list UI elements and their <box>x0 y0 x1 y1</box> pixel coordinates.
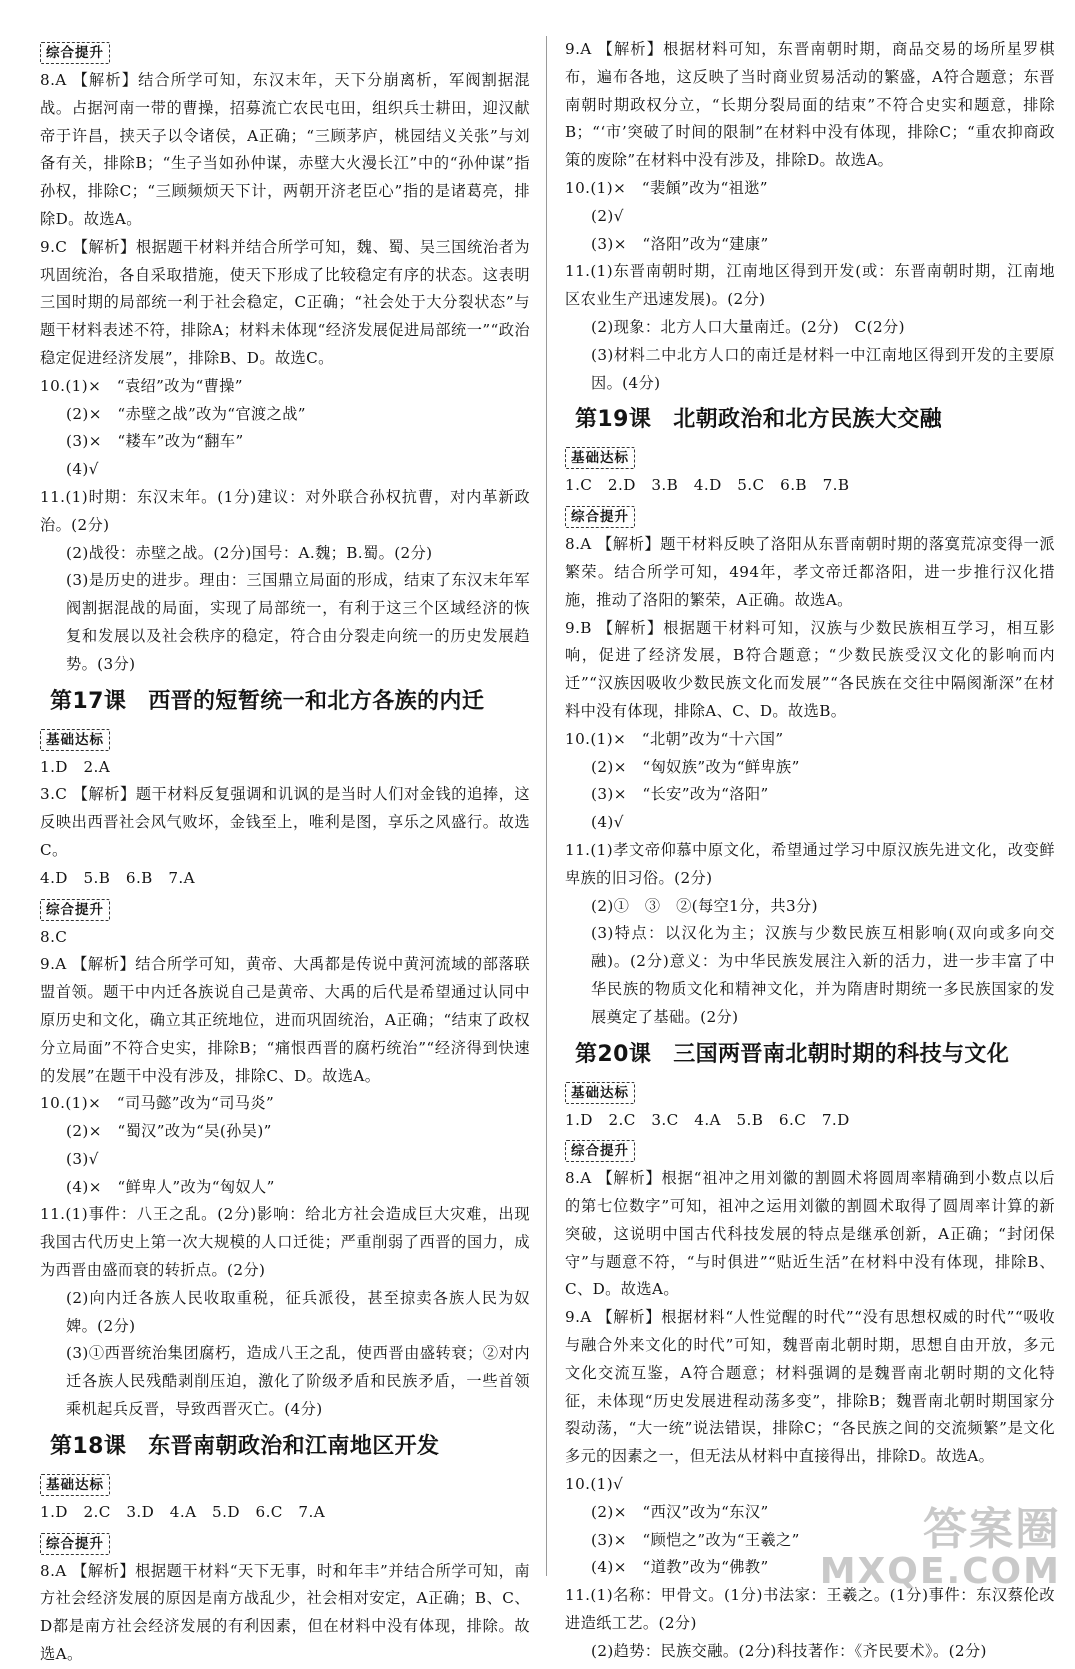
lesson-heading <box>50 1426 530 1468</box>
answer-paragraph: 11.(1)时期：东汉末年。(1分)建议：对外联合孙权抗曹，对内革新政治。(2分) <box>40 487 530 534</box>
answer-line: (3)× “耧车”改为“翻车” <box>66 432 244 451</box>
section-tag-basic: 基础达标 <box>40 729 110 751</box>
answer-line: 4.D 5.B 6.B 7.A <box>40 868 195 887</box>
answer-line: (3)× “洛阳”改为“建康” <box>591 234 769 253</box>
left-column <box>40 36 530 1669</box>
answer-paragraph: 11.(1)事件：八王之乱。(2分)影响：给北方社会造成巨大灾难，出现我国古代历史上第一次大规模的人口迁徙；严重削弱了西晋的国力，成为西晋由盛而衰的转折点。(2分) <box>40 1205 530 1280</box>
answer-paragraph: 8.A 【解析】题干材料反映了洛阳从东晋南朝时期的落寞荒凉变得一派繁荣。结合所学可知，494年，孝文帝迁都洛阳，进一步推行汉化措施，推动了洛阳的繁荣，A正确。故选A。 <box>565 535 1055 609</box>
answer-paragraph: (3)特点：以汉化为主；汉族与少数民族互相影响(双向或多向交融)。(2分)意义：为中华民族发展注入新的活力，进一步丰富了中华民族的物质文化和精神文化，并为隋唐时期统一多民族国家的发展奠定了基础。(2分) <box>591 924 1055 1026</box>
answer-paragraph: 11.(1)名称：甲骨文。(1分)书法家：王羲之。(1分)事件：东汉蔡伦改进造纸工艺。(2分) <box>565 1586 1055 1633</box>
answer-paragraph: 9.A 【解析】根据材料可知，东晋南朝时期，商品交易的场所星罗棋布，遍布各地，这反映了当时商业贸易活动的繁盛，A符合题意；东晋南朝时期政权分立，“长期分裂局面的结束”不符合史实和题意，排除B；“‘市’突破了时间的限制”在材料中没有体现，排除C；“重农抑商政策的废除”在材料中没有涉及，排除D。故选A。 <box>565 40 1055 170</box>
lesson-number: 第18课 <box>50 1433 127 1459</box>
lesson-title: 西晋的短暂统一和北方各族的内迁 <box>148 688 485 714</box>
answer-paragraph: (3)材料二中北方人口的南迁是材料一中江南地区得到开发的主要原因。(4分) <box>591 345 1055 392</box>
answer-line: 1.C 2.D 3.B 4.D 5.C 6.B 7.B <box>565 476 850 495</box>
section-tag-comprehensive: 综合提升 <box>565 506 635 528</box>
lesson-heading <box>575 1034 1055 1076</box>
answer-paragraph: 3.C 【解析】题干材料反复强调和讥讽的是当时人们对金钱的追捧，这反映出西晋社会风气败坏，金钱至上，唯利是图，享乐之风盛行。故选C。 <box>40 785 530 859</box>
watermark-text: 答案圈 <box>923 1504 1061 1555</box>
section-tag-comprehensive: 综合提升 <box>40 899 110 921</box>
lesson-heading <box>50 681 530 723</box>
answer-line: 1.D 2.C 3.C 4.A 5.B 6.C 7.D <box>565 1110 850 1129</box>
answer-paragraph: (3)是历史的进步。理由：三国鼎立局面的形成，结束了东汉末年军阀割据混战的局面，实现了局部统一，有利于这三个区域经济的恢复和发展以及社会秩序的稳定，符合由分裂走向统一的历史发展趋势。(3分) <box>66 571 530 673</box>
section-tag-comprehensive: 综合提升 <box>40 1533 110 1555</box>
lesson-number: 第19课 <box>575 407 652 433</box>
answer-line: (4)× “鲜卑人”改为“匈奴人” <box>66 1177 275 1196</box>
answer-line: (3)√ <box>66 1149 99 1168</box>
answer-line: (3)× “顾恺之”改为“王羲之” <box>591 1530 800 1549</box>
answer-line: 8.C <box>40 927 68 946</box>
answer-line: (2)√ <box>591 206 624 225</box>
answer-line: 10.(1)× “袁绍”改为“曹操” <box>40 376 243 395</box>
lesson-title: 东晋南朝政治和江南地区开发 <box>148 1433 440 1459</box>
right-column <box>565 36 1055 1666</box>
answer-paragraph: 9.B 【解析】根据题干材料可知，汉族与少数民族相互学习，相互影响，促进了经济发展，B符合题意；“少数民族受汉文化的影响而内迁”“汉族因吸收少数民族文化而发展”“各民族在交往中隔阂渐深”在材料中没有体现，排除A、C、D。故选B。 <box>565 618 1055 720</box>
answer-paragraph: 11.(1)孝文帝仰慕中原文化，希望通过学习中原汉族先进文化，改变鲜卑族的旧习俗。(2分) <box>565 840 1055 887</box>
answer-line: 10.(1)× “北朝”改为“十六国” <box>565 729 784 748</box>
lesson-number: 第20课 <box>575 1041 652 1067</box>
answer-paragraph: 8.A 【解析】根据题干材料“天下无事，时和年丰”并结合所学可知，南方社会经济发展的原因是南方战乱少，社会相对安定，A正确；B、C、D都是南方社会经济发展的有利因素，但在材料中没有体现，排除。故选A。 <box>40 1561 530 1664</box>
answer-line: (4)× “道教”改为“佛教” <box>591 1558 769 1577</box>
watermark-domain: MXQE.COM <box>819 1551 1061 1592</box>
answer-paragraph: 8.A 【解析】结合所学可知，东汉末年，天下分崩离析，军阀割据混战。占据河南一带的曹操，招募流亡农民屯田，组织兵士耕田，迎汉献帝于许昌，挟天子以令诸侯，A正确；“三顾茅庐，桃园结义关张”与刘备有关，排除B；“生子当如孙仲谋，赤壁大火漫长江”中的“孙仲谋”指孙权，排除C；“三顾频烦天下计，两朝开济老臣心”指的是诸葛亮，排除D。故选A。 <box>40 71 530 228</box>
answer-line: (3)× “长安”改为“洛阳” <box>591 785 769 804</box>
answer-paragraph: (2)现象：北方人口大量南迁。(2分) C(2分) <box>591 317 905 336</box>
answer-line: (2)× “西汉”改为“东汉” <box>591 1502 769 1521</box>
answer-paragraph: (2)向内迁各族人民收取重税，征兵派役，甚至掠卖各族人民为奴婢。(2分) <box>66 1288 530 1335</box>
answer-line: 10.(1)× “司马懿”改为“司马炎” <box>40 1094 275 1113</box>
answer-paragraph: 9.C 【解析】根据题干材料并结合所学可知，魏、蜀、吴三国统治者为巩固统治，各自采取措施，使天下形成了比较稳定有序的状态。这表明三国时期的局部统一利于社会稳定，C正确；“社会处于大分裂状态”与题干材料表述不符，排除A；材料未体现“经济发展促进局部统一”“政治稳定促进经济发展”，排除B、D。故选C。 <box>40 237 530 367</box>
answer-line: (2)× “赤壁之战”改为“官渡之战” <box>66 404 306 423</box>
answer-line: 10.(1)√ <box>565 1475 624 1494</box>
answer-line: (2)× “匈奴族”改为“鲜卑族” <box>591 757 800 776</box>
answer-line: 1.D 2.A <box>40 757 111 776</box>
lesson-title: 三国两晋南北朝时期的科技与文化 <box>673 1041 1010 1067</box>
answer-paragraph: (3)①西晋统治集团腐朽，造成八王之乱，使西晋由盛转衰；②对内迁各族人民残酷剥削压迫，激化了阶级矛盾和民族矛盾，一些首领乘机起兵反晋，导致西晋灭亡。(4分) <box>66 1344 530 1419</box>
section-tag-comprehensive: 综合提升 <box>40 42 110 64</box>
lesson-title: 北朝政治和北方民族大交融 <box>673 407 943 433</box>
answer-line: 10.(1)× “裴頠”改为“祖逖” <box>565 178 768 197</box>
answer-paragraph: 8.A 【解析】根据“祖冲之用刘徽的割圆术将圆周率精确到小数点以后的第七位数字”可知，祖冲之运用刘徽的割圆术取得了圆周率计算的新突破，这说明中国古代科技发展的特点是继承创新，A正确；“封闭保守”与题意不符，“与时俱进”“贴近生活”在材料中没有体现，排除B、C、D。故选A。 <box>565 1169 1055 1299</box>
section-tag-basic: 基础达标 <box>565 1082 635 1104</box>
answer-line: (2)× “蜀汉”改为“吴(孙吴)” <box>66 1122 272 1141</box>
answer-line: (2)① ③ ②(每空1分，共3分) <box>591 896 818 915</box>
watermark-logo <box>819 1504 1061 1592</box>
section-tag-comprehensive: 综合提升 <box>565 1140 635 1162</box>
answer-paragraph: (2)趋势：民族交融。(2分)科技著作：《齐民要术》。(2分) <box>591 1641 987 1660</box>
answer-line: (4)√ <box>66 460 99 479</box>
answer-paragraph: 9.A 【解析】结合所学可知，黄帝、大禹都是传说中黄河流域的部落联盟首领。题干中内迁各族说自己是黄帝、大禹的后代是希望通过认同中原历史和文化，确立其正统地位，进而巩固统治，A正确；“结束了政权分立局面”不符合史实，排除B；“痛恨西晋的腐朽统治”“经济得到快速的发展”在题干中没有涉及，排除C、D。故选A。 <box>40 955 530 1085</box>
answer-paragraph: (2)战役：赤壁之战。(2分)国号：A.魏；B.蜀。(2分) <box>66 543 433 562</box>
answer-line: 1.D 2.C 3.D 4.A 5.D 6.C 7.A <box>40 1502 326 1521</box>
answer-paragraph: 9.A 【解析】根据材料“人性觉醒的时代”“没有思想权威的时代”“吸收与融合外来文化的时代”可知，魏晋南北朝时期，思想自由开放，多元文化交流互鉴，A符合题意；材料强调的是魏晋南北朝时期的文化特征，未体现“历史发展进程动荡多变”，排除B；魏晋南北朝时期国家分裂动荡，“大一统”说法错误，排除C；“各民族之间的交流频繁”是文化多元的因素之一，但无法从材料中直接得出，排除D。故选A。 <box>565 1308 1055 1466</box>
section-tag-basic: 基础达标 <box>40 1474 110 1496</box>
answer-line: (4)√ <box>591 813 624 832</box>
lesson-heading <box>575 399 1055 441</box>
answer-paragraph: 11.(1)东晋南朝时期，江南地区得到开发(或：东晋南朝时期，江南地区农业生产迅速发展)。(2分) <box>565 262 1055 309</box>
lesson-number: 第17课 <box>50 688 127 714</box>
section-tag-basic: 基础达标 <box>565 447 635 469</box>
column-divider <box>546 36 547 1576</box>
